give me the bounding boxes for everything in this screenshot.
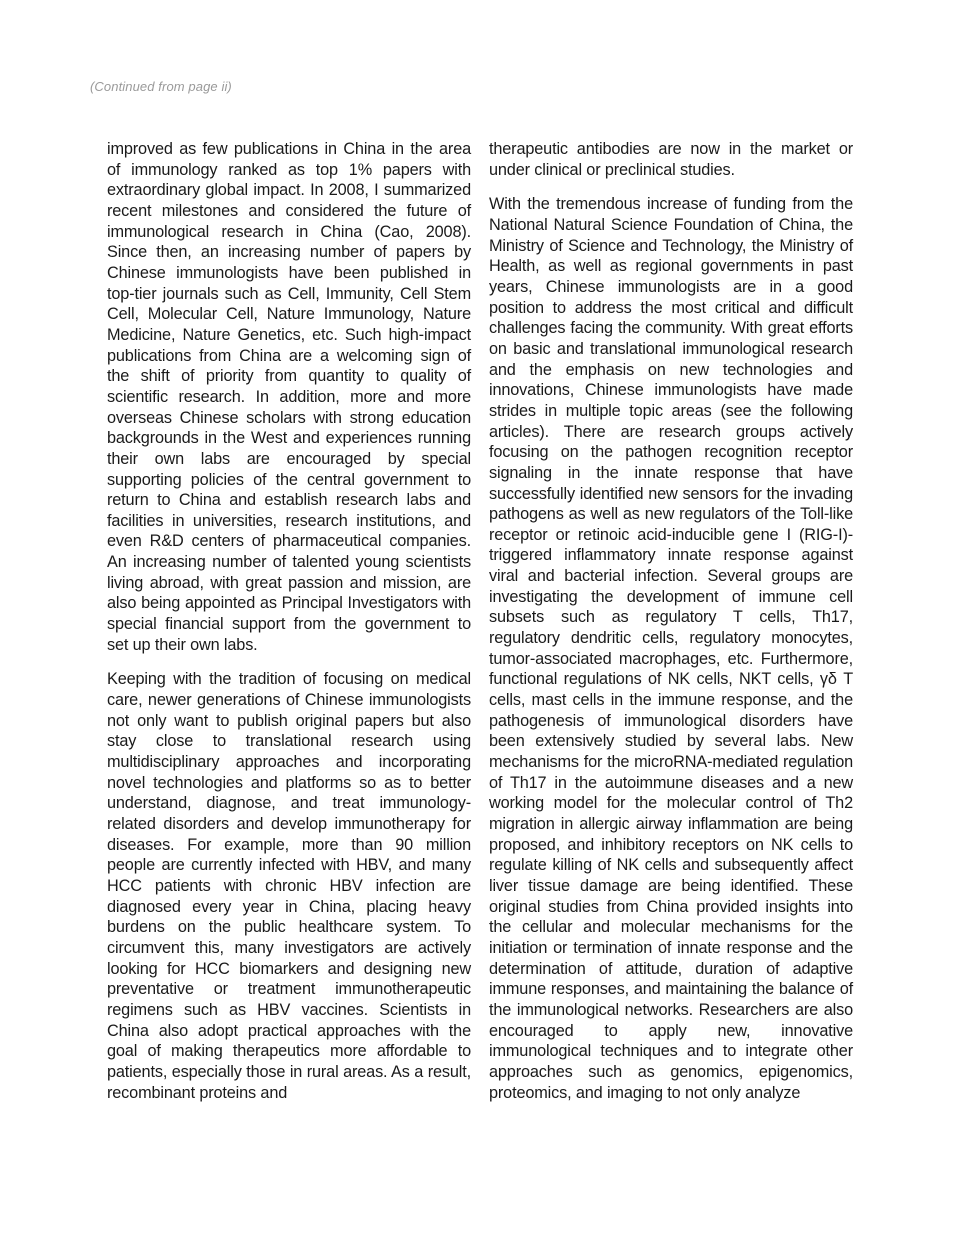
paragraph: With the tremendous increase of funding from the National Natural Science Foundation of China, the Ministry of Science and Technology, the Ministry of Health, as well as regional governments in past years, Chinese immunologists are in a good position to address the most critical and difficult challenges facing the community. With great efforts on basic and translational immunological research and the emphasis on new technologies and innovations, Chinese immunologists have made strides in multiple topic areas (see the following articles). There are research groups actively focusing on the pathogen recognition receptor signaling in the innate response that have successfully identified new sensors for the invading pathogens as well as new regulators of the Toll-like receptor or retinoic acid-inducible gene I (RIG-I)-triggered inflammatory innate response against viral and bacterial infection. Several groups are investigating the development of immune cell subsets such as regulatory T cells, Th17, regulatory dendritic cells, regulatory monocytes, tumor-associated macrophages, etc. Furthermore, functional regulations of NK cells, NKT cells, γδ T cells, mast cells in the immune response, and the pathogenesis of immunological disorders have been extensively studied by several labs. New mechanisms for the microRNA-mediated regulation of Th17 in the autoimmune diseases and a new working model for the molecular control of Th2 migration in allergic airway inflammation are being proposed, and inhibitory receptors on NK cells to regulate killing of NK cells and subsequently affect liver tissue damage are being identified. These original studies from China provided insights into the cellular and molecular mechanisms for the initiation or termination of innate response and the determination of attitude, duration of adaptive immune responses, and maintaining the balance of the immunological networks. Researchers are also encouraged to apply new, innovative immunological techniques and to integrate other approaches such as genomics, epigenomics, proteomics, and imaging to not only analyze xyxy=(489,195,853,1102)
right-column xyxy=(489,139,853,1117)
paragraph: Keeping with the tradition of focusing on medical care, newer generations of Chinese immunologists not only want to publish original papers but also stay close to translational research using multidisciplinary approaches and incorporating novel technologies and platforms so as to better understand, diagnose, and treat immunology-related disorders and develop immunotherapy for diseases. For example, more than 90 million people are currently infected with HBV, and many HCC patients with chronic HBV infection are diagnosed every year in China, placing heavy burdens on the public healthcare system. To circumvent this, many investigators are actively looking for HCC biomarkers and designing new preventative or treatment immunotherapeutic regimens such as HBV vaccines. Scientists in China also adopt practical approaches with the goal of making therapeutics more affordable to patients, especially those in rural areas. As a result, recombinant proteins and xyxy=(107,670,471,1102)
left-column xyxy=(107,139,471,1117)
paragraph: therapeutic antibodies are now in the market or under clinical or preclinical studies. xyxy=(489,140,853,179)
continued-from-note: (Continued from page ii) xyxy=(90,79,232,94)
paragraph: improved as few publications in China in the area of immunology ranked as top 1% papers with extraordinary global impact. In 2008, I summarized recent milestones and considered the future of immunological research in China (Cao, 2008). Since then, an increasing number of papers by Chinese immunologists have been published in top-tier journals such as Cell, Immunity, Cell Stem Cell, Molecular Cell, Nature Immunology, Nature Medicine, Nature Genetics, etc. Such high-impact publications from China are a welcoming sign of the shift of priority from quantity to quality of scientific research. In addition, more and more overseas Chinese scholars with strong education backgrounds in the West and experiences running their own labs are encouraged by special supporting policies of the central government to return to China and establish research labs and facilities in universities, research institutions, and even R&D centers of pharmaceutical companies. An increasing number of talented young scientists living abroad, with great passion and mission, are also being appointed as Principal Investigators with special financial support from the government to set up their own labs. xyxy=(107,140,471,654)
